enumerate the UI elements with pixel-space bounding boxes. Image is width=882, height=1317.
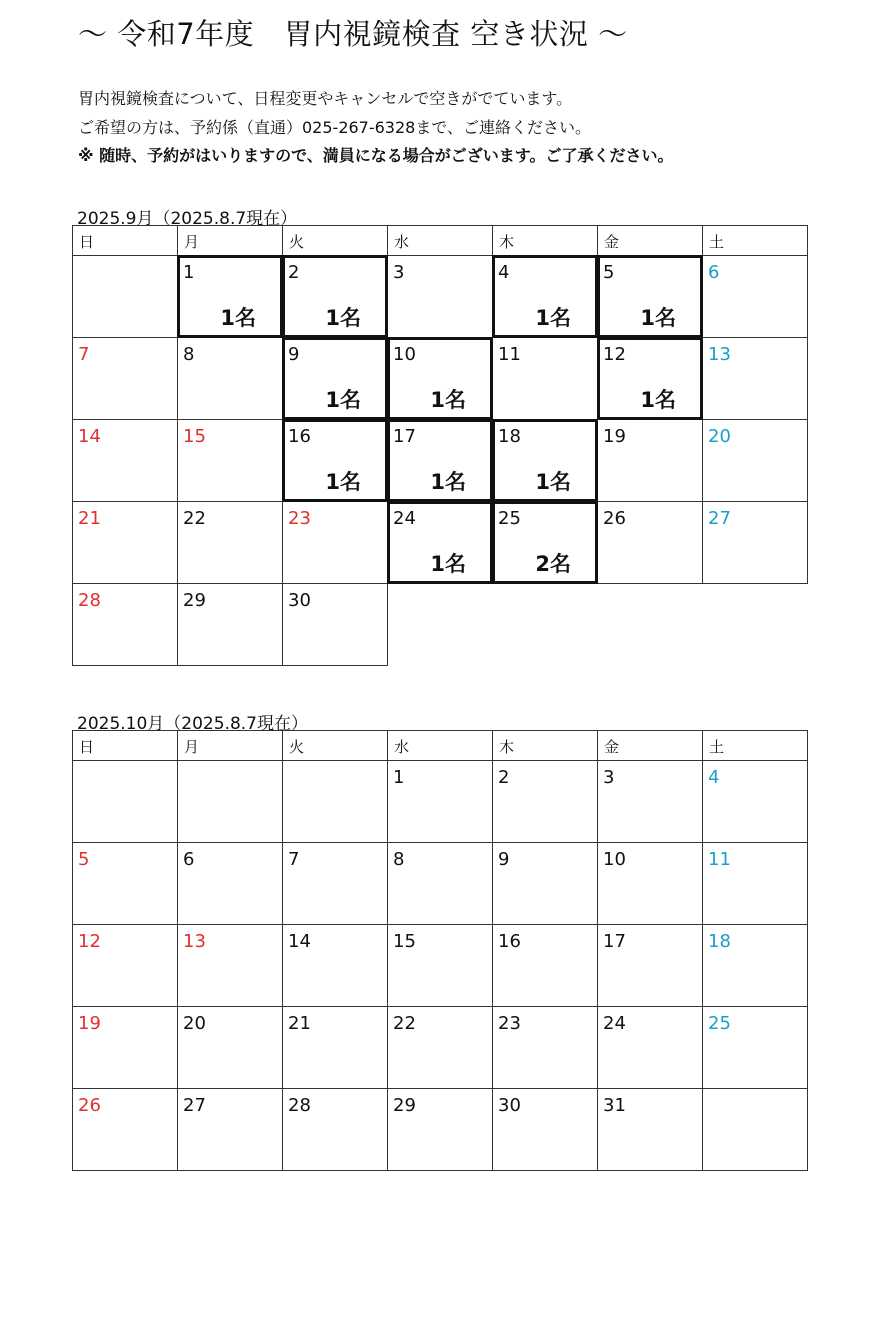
day-number: 18 xyxy=(708,931,731,952)
availability-count: 1名 xyxy=(430,470,466,494)
week-row xyxy=(72,924,814,1006)
day-cell xyxy=(702,1006,808,1089)
day-cell xyxy=(177,842,283,925)
day-number: 7 xyxy=(288,849,300,870)
day-number: 14 xyxy=(78,426,101,447)
day-cell xyxy=(597,419,703,502)
day-number: 24 xyxy=(603,1013,626,1034)
day-number: 14 xyxy=(288,931,311,952)
week-row xyxy=(72,583,814,665)
day-number: 28 xyxy=(288,1095,311,1116)
day-cell xyxy=(72,501,178,584)
day-number: 12 xyxy=(603,344,626,365)
empty-day-cell xyxy=(702,1088,808,1171)
day-number: 21 xyxy=(78,508,101,529)
day-number: 10 xyxy=(603,849,626,870)
day-cell xyxy=(492,1006,598,1089)
day-cell xyxy=(177,337,283,420)
day-number: 26 xyxy=(78,1095,101,1116)
day-cell xyxy=(177,924,283,1007)
day-number: 7 xyxy=(78,344,90,365)
day-cell xyxy=(387,337,493,420)
weekday-header: 木 xyxy=(492,225,598,256)
week-row xyxy=(72,501,814,583)
day-number: 3 xyxy=(603,767,615,788)
day-cell xyxy=(387,1088,493,1171)
day-cell xyxy=(72,842,178,925)
weekday-header: 日 xyxy=(72,730,178,761)
availability-count: 1名 xyxy=(535,306,571,330)
day-cell xyxy=(177,501,283,584)
day-cell xyxy=(72,924,178,1007)
day-number: 2 xyxy=(288,262,300,283)
day-cell xyxy=(282,501,388,584)
day-number: 25 xyxy=(708,1013,731,1034)
day-cell xyxy=(702,924,808,1007)
weekday-header: 水 xyxy=(387,730,493,761)
empty-day-cell xyxy=(72,255,178,338)
day-number: 9 xyxy=(498,849,510,870)
day-number: 25 xyxy=(498,508,521,529)
weekday-header: 木 xyxy=(492,730,598,761)
day-cell xyxy=(597,501,703,584)
availability-count: 1名 xyxy=(220,306,256,330)
day-number: 17 xyxy=(393,426,416,447)
weekday-header-row xyxy=(72,225,814,255)
day-cell xyxy=(597,337,703,420)
day-number: 18 xyxy=(498,426,521,447)
weekday-header: 日 xyxy=(72,225,178,256)
weekday-header: 水 xyxy=(387,225,493,256)
day-number: 20 xyxy=(183,1013,206,1034)
availability-count: 1名 xyxy=(430,552,466,576)
day-cell xyxy=(597,760,703,843)
day-number: 29 xyxy=(183,590,206,611)
availability-count: 1名 xyxy=(640,388,676,412)
day-cell xyxy=(282,924,388,1007)
week-row xyxy=(72,419,814,501)
calendar-october xyxy=(72,730,814,1170)
calendar-september xyxy=(72,225,814,665)
day-number: 23 xyxy=(288,508,311,529)
day-number: 15 xyxy=(393,931,416,952)
weekday-header: 金 xyxy=(597,225,703,256)
availability-count: 1名 xyxy=(640,306,676,330)
day-number: 27 xyxy=(708,508,731,529)
day-cell xyxy=(702,255,808,338)
day-number: 11 xyxy=(498,344,521,365)
empty-day-cell xyxy=(282,760,388,843)
empty-space xyxy=(597,583,703,666)
day-number: 12 xyxy=(78,931,101,952)
availability-count: 1名 xyxy=(535,470,571,494)
day-number: 30 xyxy=(288,590,311,611)
day-number: 6 xyxy=(183,849,195,870)
empty-space xyxy=(702,583,808,666)
day-cell xyxy=(492,924,598,1007)
day-cell xyxy=(492,760,598,843)
day-number: 19 xyxy=(603,426,626,447)
day-number: 27 xyxy=(183,1095,206,1116)
day-cell xyxy=(177,1088,283,1171)
day-number: 3 xyxy=(393,262,405,283)
page-title: ～ 令和7年度 胃内視鏡検査 空き状況 ～ xyxy=(78,17,628,51)
day-cell xyxy=(72,1006,178,1089)
day-cell xyxy=(282,583,388,666)
day-number: 13 xyxy=(708,344,731,365)
day-cell xyxy=(597,255,703,338)
day-number: 20 xyxy=(708,426,731,447)
day-cell xyxy=(282,1088,388,1171)
day-cell xyxy=(492,255,598,338)
day-cell xyxy=(282,337,388,420)
day-number: 4 xyxy=(498,262,510,283)
calendar-title-october: 2025.10月（2025.8.7現在） xyxy=(77,714,309,734)
day-number: 4 xyxy=(708,767,720,788)
day-cell xyxy=(387,419,493,502)
day-cell xyxy=(282,842,388,925)
availability-count: 1名 xyxy=(325,388,361,412)
day-number: 19 xyxy=(78,1013,101,1034)
day-number: 5 xyxy=(78,849,90,870)
day-cell xyxy=(387,255,493,338)
week-row xyxy=(72,1088,814,1170)
day-number: 31 xyxy=(603,1095,626,1116)
day-cell xyxy=(72,337,178,420)
day-cell xyxy=(177,419,283,502)
weekday-header: 土 xyxy=(702,730,808,761)
day-cell xyxy=(387,501,493,584)
weekday-header: 土 xyxy=(702,225,808,256)
week-row xyxy=(72,337,814,419)
day-cell xyxy=(702,419,808,502)
week-row xyxy=(72,255,814,337)
weekday-header: 月 xyxy=(177,730,283,761)
day-cell xyxy=(702,501,808,584)
day-cell xyxy=(177,255,283,338)
day-number: 28 xyxy=(78,590,101,611)
day-number: 23 xyxy=(498,1013,521,1034)
day-cell xyxy=(177,583,283,666)
day-cell xyxy=(597,1006,703,1089)
day-cell xyxy=(597,842,703,925)
day-number: 21 xyxy=(288,1013,311,1034)
weekday-header-row xyxy=(72,730,814,760)
day-cell xyxy=(702,842,808,925)
day-number: 8 xyxy=(183,344,195,365)
day-number: 16 xyxy=(288,426,311,447)
day-cell xyxy=(282,419,388,502)
day-cell xyxy=(387,924,493,1007)
weekday-header: 月 xyxy=(177,225,283,256)
calendar-title-september: 2025.9月（2025.8.7現在） xyxy=(77,209,298,229)
notice-line-1: 胃内視鏡検査について、日程変更やキャンセルで空きがでています。 xyxy=(78,89,573,108)
notice-line-2: ご希望の方は、予約係（直通）025-267-6328まで、ご連絡ください。 xyxy=(78,118,592,137)
day-cell xyxy=(702,760,808,843)
empty-day-cell xyxy=(177,760,283,843)
empty-space xyxy=(492,583,598,666)
day-number: 1 xyxy=(393,767,405,788)
weekday-header: 火 xyxy=(282,730,388,761)
day-number: 24 xyxy=(393,508,416,529)
day-number: 1 xyxy=(183,262,195,283)
day-cell xyxy=(387,842,493,925)
day-cell xyxy=(597,1088,703,1171)
availability-count: 1名 xyxy=(430,388,466,412)
day-cell xyxy=(492,501,598,584)
day-number: 5 xyxy=(603,262,615,283)
day-cell xyxy=(72,1088,178,1171)
availability-count: 1名 xyxy=(325,470,361,494)
day-cell xyxy=(492,337,598,420)
week-row xyxy=(72,1006,814,1088)
day-number: 6 xyxy=(708,262,720,283)
weekday-header: 金 xyxy=(597,730,703,761)
day-number: 17 xyxy=(603,931,626,952)
weekday-header: 火 xyxy=(282,225,388,256)
day-cell xyxy=(282,255,388,338)
day-cell xyxy=(492,842,598,925)
day-number: 30 xyxy=(498,1095,521,1116)
day-cell xyxy=(387,760,493,843)
day-number: 26 xyxy=(603,508,626,529)
notice-line-3: ※ 随時、予約がはいりますので、満員になる場合がございます。ご了承ください。 xyxy=(78,146,674,165)
day-cell xyxy=(72,419,178,502)
day-number: 9 xyxy=(288,344,300,365)
day-cell xyxy=(72,583,178,666)
day-cell xyxy=(702,337,808,420)
availability-count: 2名 xyxy=(535,552,571,576)
week-row xyxy=(72,760,814,842)
day-number: 8 xyxy=(393,849,405,870)
empty-space xyxy=(387,583,493,666)
day-cell xyxy=(492,419,598,502)
day-number: 29 xyxy=(393,1095,416,1116)
day-cell xyxy=(597,924,703,1007)
day-number: 15 xyxy=(183,426,206,447)
day-number: 22 xyxy=(183,508,206,529)
empty-day-cell xyxy=(72,760,178,843)
day-number: 16 xyxy=(498,931,521,952)
day-number: 13 xyxy=(183,931,206,952)
day-cell xyxy=(387,1006,493,1089)
day-cell xyxy=(492,1088,598,1171)
day-number: 10 xyxy=(393,344,416,365)
day-number: 2 xyxy=(498,767,510,788)
day-cell xyxy=(282,1006,388,1089)
week-row xyxy=(72,842,814,924)
day-number: 22 xyxy=(393,1013,416,1034)
day-cell xyxy=(177,1006,283,1089)
availability-count: 1名 xyxy=(325,306,361,330)
day-number: 11 xyxy=(708,849,731,870)
